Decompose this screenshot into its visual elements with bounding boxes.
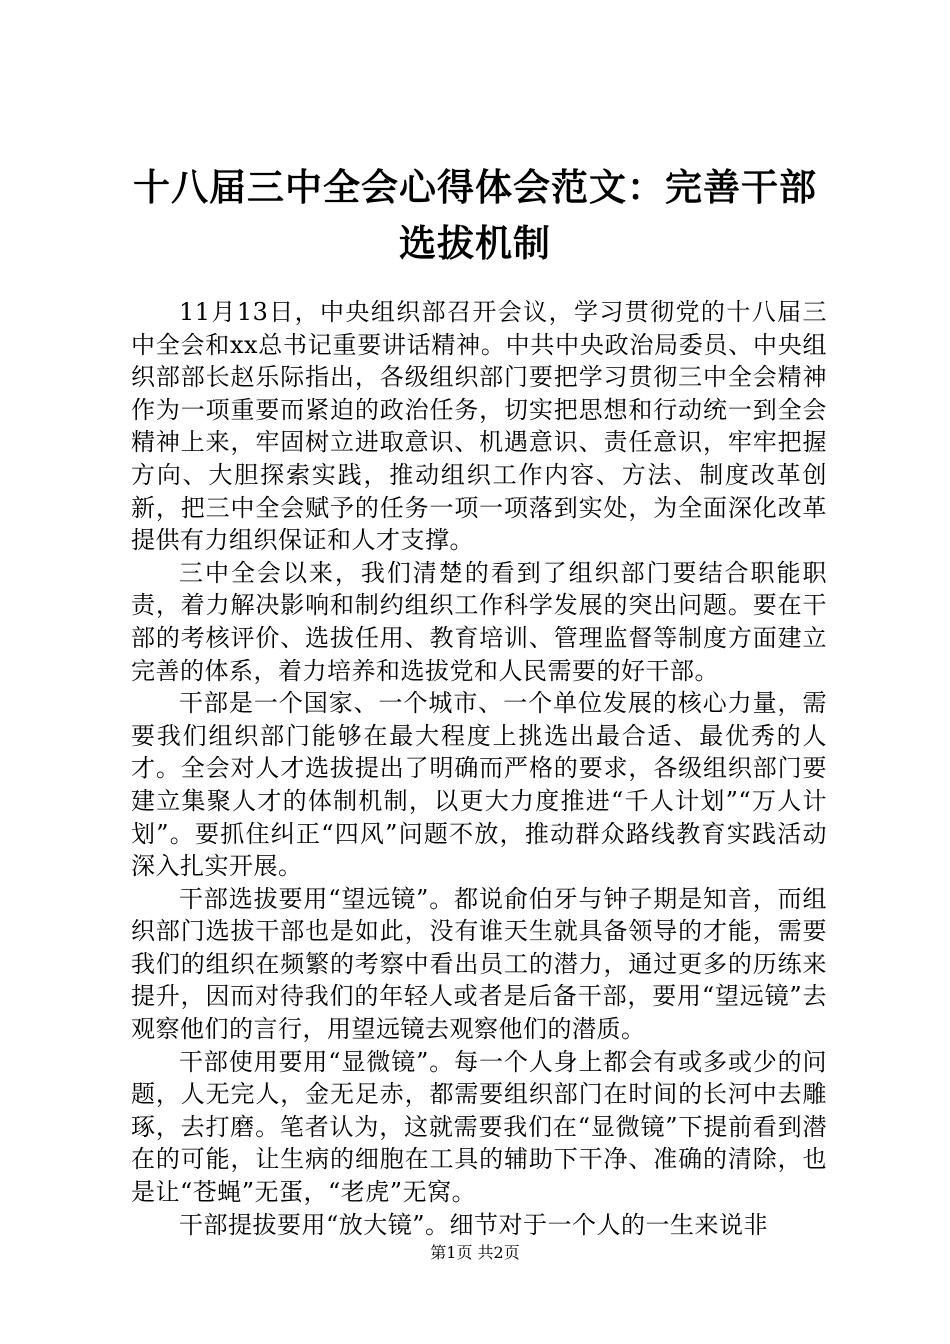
- paragraph: 干部使用要用“显微镜”。每一个人身上都会有或多或少的问题，人无完人，金无足赤，都需要组织部门在时间的长河中去雕琢，去打磨。笔者认为，这就需要我们在“显微镜”下提前看到潜在的可能，让生病的细胞在工具的辅助下干净、准确的清除，也是让“苍蝇”无蛋，“老虎”无窝。: [131, 1047, 827, 1207]
- document-body: [131, 296, 827, 1241]
- paragraph: 11月13日，中央组织部召开会议，学习贯彻党的十八届三中全会和xx总书记重要讲话精神。中共中央政治局委员、中央组织部部长赵乐际指出，各级组织部门要把学习贯彻三中全会精神作为一项重要而紧迫的政治任务，切实把思想和行动统一到全会精神上来，牢固树立进取意识、机遇意识、责任意识，牢牢把握方向、大胆探索实践，推动组织工作内容、方法、制度改革创新，把三中全会赋予的任务一项一项落到实处，为全面深化改革提供有力组织保证和人才支撑。: [131, 298, 827, 555]
- paragraph: 三中全会以来，我们清楚的看到了组织部门要结合职能职责，着力解决影响和制约组织工作科学发展的突出问题。要在干部的考核评价、选拔任用、教育培训、管理监督等制度方面建立完善的体系，着力培养和选拔党和人民需要的好干部。: [131, 558, 827, 685]
- page-title: 十八届三中全会心得体会范文：完善干部选拔机制: [133, 166, 817, 265]
- paragraph: 干部选拔要用“望远镜”。都说俞伯牙与钟子期是知音，而组织部门选拔干部也是如此，没有谁天生就具备领导的才能，需要我们的组织在频繁的考察中看出员工的潜力，通过更多的历练来提升，因而对待我们的年轻人或者是后备干部，要用“望远镜”去观察他们的言行，用望远镜去观察他们的潜质。: [131, 884, 827, 1044]
- paragraph: 干部是一个国家、一个城市、一个单位发展的核心力量，需要我们组织部门能够在最大程度上挑选出最合适、最优秀的人才。全会对人才选拔提出了明确而严格的要求，各级组织部门要建立集聚人才的体制机制，以更大力度推进“千人计划”“万人计划”。要抓住纠正“四风”问题不放，推动群众路线教育实践活动深入扎实开展。: [131, 689, 827, 881]
- page-number-footer: 第1页 共2页: [430, 1243, 520, 1262]
- paragraph: 干部提拔要用“放大镜”。细节对于一个人的一生来说非: [179, 1210, 769, 1239]
